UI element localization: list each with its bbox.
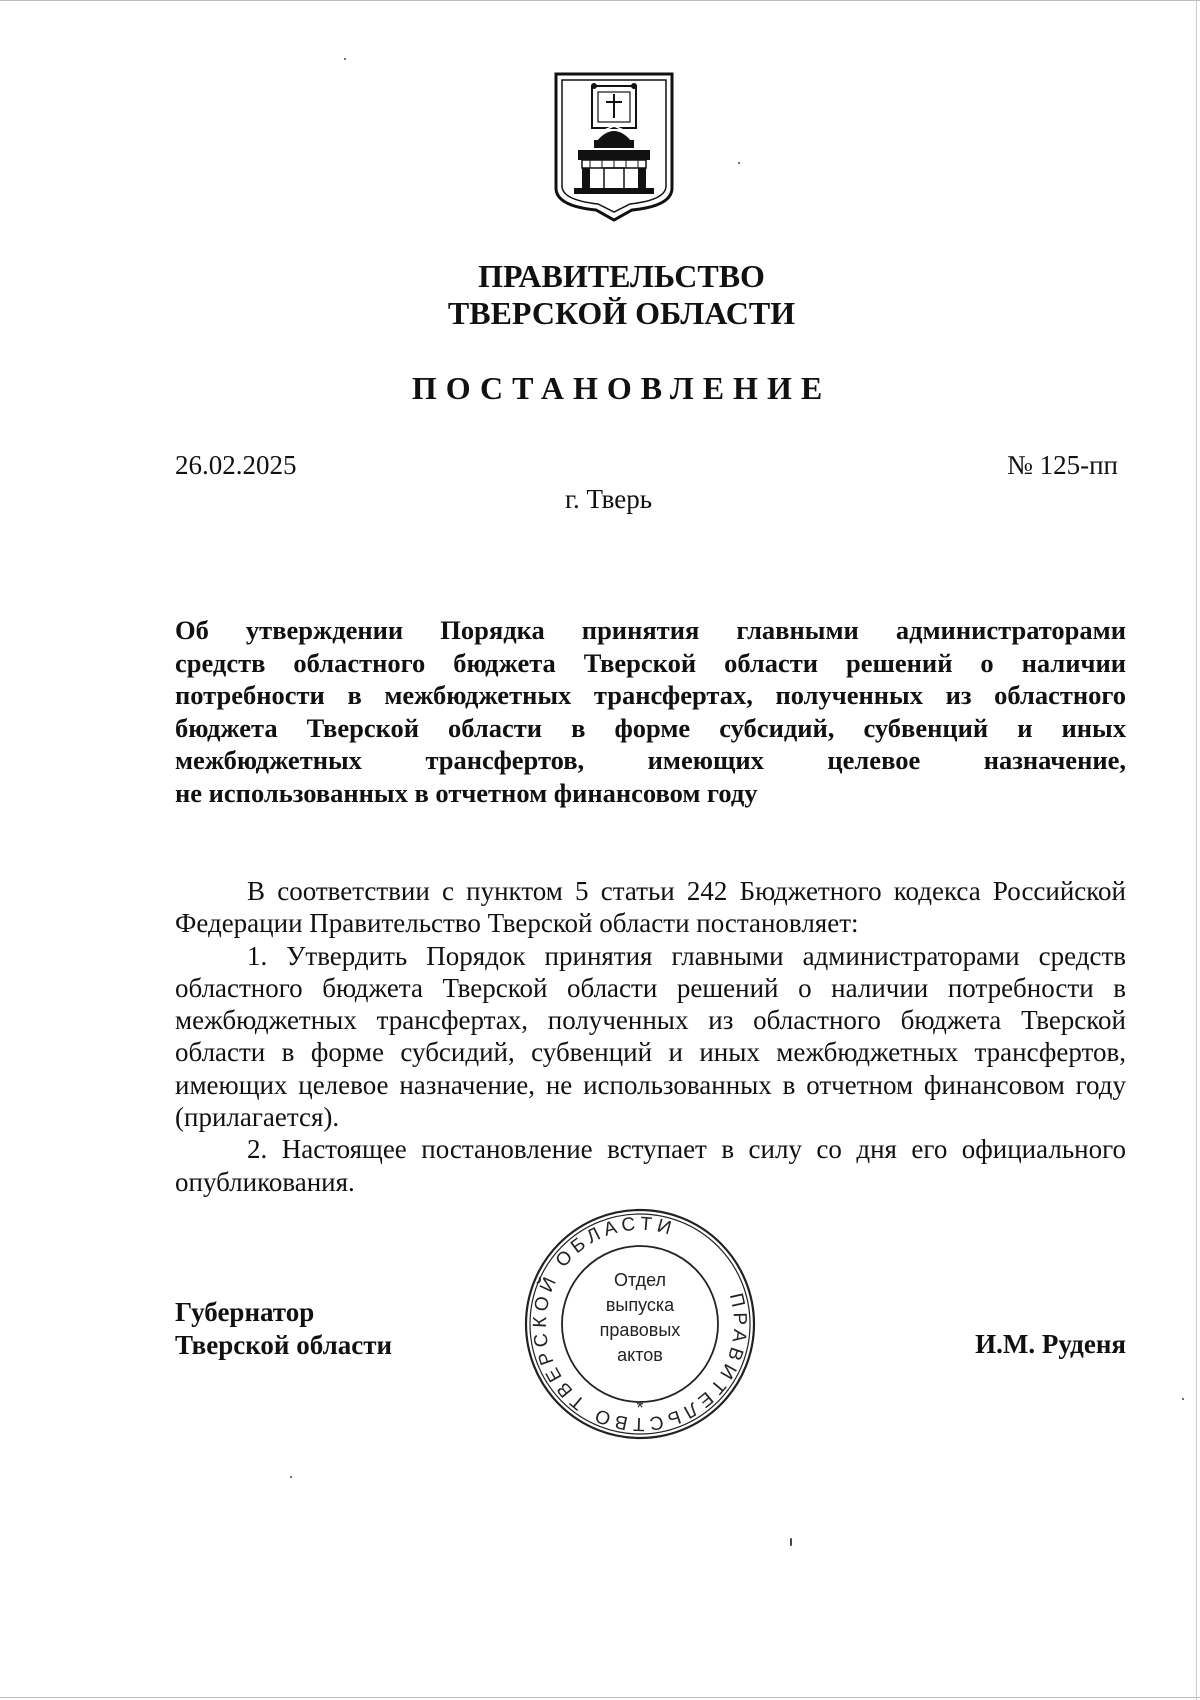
scan-speck [290, 1476, 292, 1478]
body-item-1: 1. Утвердить Порядок принятия главными администраторами средств областного бюджета Тверской области решений о наличии потребности в межбюджетных трансфертах, полученных из областного бюджета Тверской области в форме субсидий, субвенций и иных межбюджетных трансфертов, имеющих целевое назначение, не использованных в отчетном финансовом году (прилагается). [175, 940, 1126, 1133]
stamp-inner-line: выпуска [605, 1295, 675, 1315]
stamp-inner-text [584, 1268, 696, 1368]
scan-edge-right [1196, 0, 1197, 1700]
signatory-name: И.М. Руденя [975, 1329, 1126, 1359]
subject-line: средств областного бюджета Тверской области решений о наличии [175, 647, 1126, 678]
stamp-star: * [636, 1398, 644, 1418]
scan-speck [790, 1538, 792, 1546]
document-city: г. Тверь [564, 484, 653, 514]
organization-name [0, 258, 1200, 332]
document-date: 26.02.2025 [175, 450, 297, 480]
subject-line: не использованных в отчетном финансовом году [175, 777, 758, 808]
stamp-ring-text: ПРАВИТЕЛЬСТВО ТВЕРСКОЙ ОБЛАСТИ [529, 1213, 751, 1435]
organization-line-1: ПРАВИТЕЛЬСТВО [478, 258, 765, 294]
stamp-inner-line: Отдел [613, 1270, 667, 1290]
stamp-inner-line: правовых [599, 1320, 681, 1340]
signatory-position [175, 1296, 392, 1362]
document-type: ПОСТАНОВЛЕНИЕ [411, 370, 832, 406]
scan-speck [1182, 1398, 1184, 1400]
subject-line: Об утверждении Порядка принятия главными администраторами [175, 615, 1126, 645]
scan-speck [344, 58, 346, 60]
scan-edge-top [0, 0, 1200, 1]
document-body [175, 875, 1126, 1198]
scan-speck [738, 162, 740, 164]
subject-line: бюджета Тверской области в форме субсидий, субвенций и иных [175, 712, 1126, 743]
document-subject [175, 614, 1126, 809]
signatory-position-line-1: Губернатор [175, 1297, 315, 1327]
coat-of-arms-emblem [552, 70, 676, 222]
document-number: № 125-пп [1007, 450, 1118, 480]
body-item-2: 2. Настоящее постановление вступает в силу со дня его официального опубликования. [175, 1134, 1126, 1197]
organization-line-2: ТВЕРСКОЙ ОБЛАСТИ [447, 295, 796, 331]
signatory-position-line-2: Тверской области [175, 1330, 393, 1360]
subject-line: межбюджетных трансфертов, имеющих целевое назначение, [175, 745, 1126, 775]
subject-line: потребности в межбюджетных трансфертах, полученных из областного [175, 680, 1126, 710]
scan-edge-bottom [0, 1697, 1200, 1698]
stamp-inner-line: актов [617, 1345, 663, 1365]
body-intro-paragraph: В соответствии с пунктом 5 статьи 242 Бюджетного кодекса Российской Федерации Правительство Тверской области постановляет: [175, 876, 1126, 939]
